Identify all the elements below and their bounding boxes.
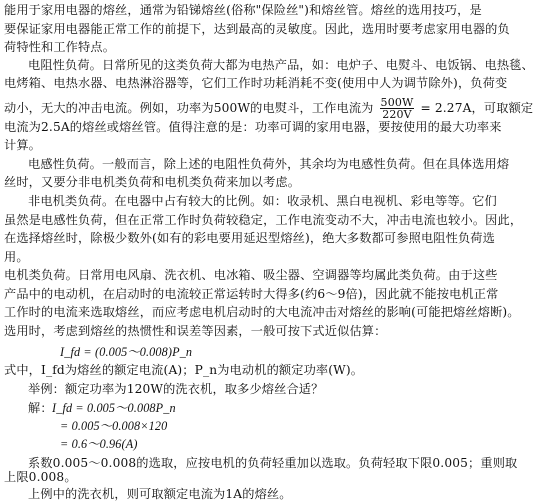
paragraph-non-motor-line-1: 非电机类负荷。在电器中占有较大的比例。如：收录机、黑白电视机、彩电等等。它们: [28, 194, 497, 208]
paragraph-inductive-line-2: 丝时，又要分非电机类负荷和电机类负荷来加以考虑。: [4, 175, 301, 189]
paragraph-resistive-line-2: 电烤箱、电热水器、电热淋浴器等，它们工作时功耗消耗不变(使用中人为调节除外)，负荷变: [4, 76, 508, 90]
paragraph-intro-line-3: 荷特性和工作特点。: [4, 40, 116, 54]
paragraph-resistive-line-1: 电阻性负荷。日常所见的这类负荷大都为电热产品，如：电炉子、电熨斗、电饭锅、电热毯、: [28, 58, 534, 72]
paragraph-inductive-line-1: 电感性负荷。一般而言，除上述的电阻性负荷外，其余均为电感性负荷。但在具体选用熔: [28, 157, 510, 171]
formula-explanation: 式中，I_fd为熔丝的额定电流(A)；P_n为电动机的额定功率(W)。: [4, 363, 364, 377]
paragraph-resistive-line-5: 计算。: [4, 138, 42, 152]
paragraph-motor-line-2: 产品中的电动机，在启动时的电流较正常运转时大得多(约6～9倍)，因此就不能按电机正常: [4, 287, 499, 301]
fraction-numerator: 500W: [380, 96, 414, 109]
paragraph-conclusion: 上例中的洗衣机，则可取额定电流为1A的熔丝。: [28, 487, 292, 501]
solution-step-3: = 0.6～0.96(A): [60, 437, 138, 451]
solution-label: 解：: [28, 401, 53, 415]
paragraph-motor-line-4: 选用时，考虑到熔丝的热惯性和误差等因素，一般可按下式近似估算：: [4, 324, 387, 338]
fraction-denominator: 220V: [382, 108, 412, 121]
resistive-line-3-tail: = 2.27A，可取额定: [420, 101, 534, 115]
paragraph-coefficient-line-2: 上限0.008。: [4, 470, 77, 484]
solution-step-2: = 0.005～0.008×120: [60, 419, 168, 433]
solution-step-1: I_fd = 0.005～0.008P_n: [52, 401, 176, 415]
paragraph-coefficient-line-1: 系数0.005～0.008的选取，应按电机的负荷轻重加以选取。负荷轻取下限0.005；重则取: [28, 456, 518, 470]
formula-fuse-current: I_fd = (0.005～0.008)P_n: [60, 345, 193, 359]
paragraph-non-motor-line-2: 虽然是电感性负荷，但在正常工作时负荷较稳定，工作电流变动不大，冲击电流也较小。因此，: [4, 213, 523, 227]
example-question: 举例：额定功率为120W的洗衣机，取多少熔丝合适？: [28, 382, 324, 396]
resistive-line-3-text: 动小，无大的冲击电流。例如，功率为500W的电熨斗，工作电流为: [4, 101, 374, 115]
paragraph-resistive-line-3: [4, 97, 533, 120]
paragraph-resistive-line-4: 电流为2.5A的熔丝或熔丝管。值得注意的是：功率可调的家用电器，要按使用的最大功率来: [4, 120, 502, 134]
paragraph-motor-line-3: 工作时的电流来选取熔丝，而应考虑电机启动时的大电流冲击对熔丝的影响(可能把熔丝熔断)。: [4, 305, 520, 319]
paragraph-intro-line-1: 能用于家用电器的熔丝，通常为铅锑熔丝(俗称"保险丝")和熔丝管。熔丝的选用技巧，是: [4, 3, 482, 17]
paragraph-non-motor-line-3: 在选择熔丝时，除极少数外(如有的彩电要用延迟型熔丝)，绝大多数都可参照电阻性负荷选: [4, 231, 495, 245]
paragraph-motor-line-1: 电机类负荷。日常用电风扇、洗衣机、电冰箱、吸尘器、空调器等均属此类负荷。由于这些: [4, 268, 498, 282]
paragraph-intro-line-2: 要保证家用电器能正常工作的前提下，达到最高的灵敏度。因此，选用时要考虑家用电器的负: [4, 22, 510, 36]
paragraph-non-motor-line-4: 用。: [4, 250, 29, 264]
current-fraction: [380, 97, 415, 120]
